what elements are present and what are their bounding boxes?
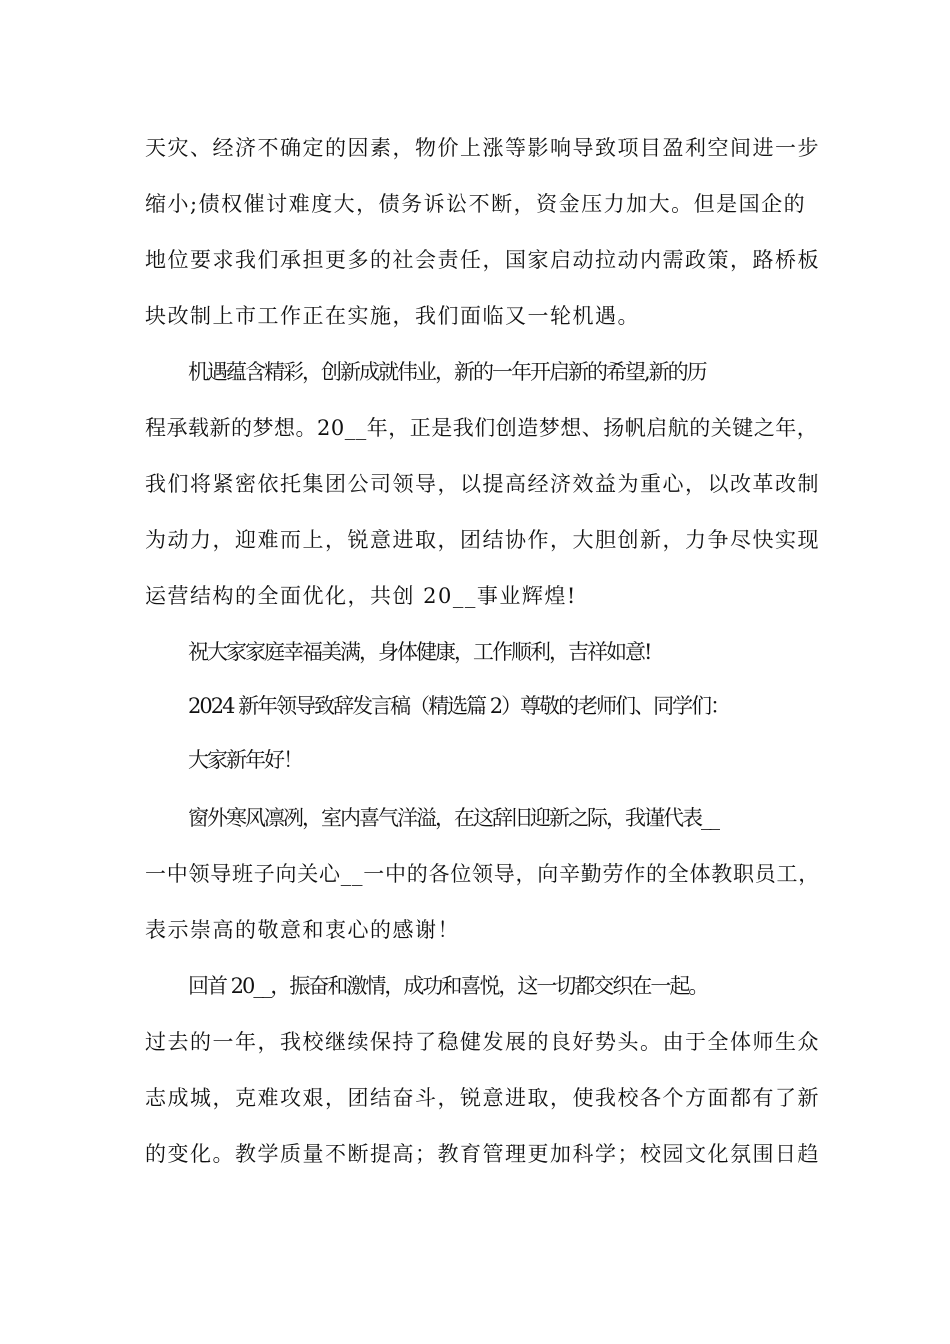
text-line: 窗外寒风凛冽，室内喜气洋溢，在这辞旧迎新之际，我谨代表__ (188, 806, 718, 830)
text-line: 过去的一年，我校继续保持了稳健发展的良好势头。由于全体师生众 (145, 1030, 820, 1054)
text-line: 志成城，克难攻艰，团结奋斗，锐意进取，使我校各个方面都有了新 (145, 1086, 820, 1110)
text-line: 机遇蕴含精彩，创新成就伟业，新的一年开启新的希望,新的历 (188, 360, 706, 384)
text-line: 的变化。教学质量不断提高；教育管理更加科学；校园文化氛围日趋 (145, 1142, 820, 1166)
text-line: 祝大家家庭幸福美满，身体健康，工作顺利，吉祥如意! (188, 640, 651, 664)
text-line: 块改制上市工作正在实施，我们面临又一轮机遇。 (145, 304, 640, 328)
text-line: 2024 新年领导致辞发言稿（精选篇 2）尊敬的老师们、同学们： (188, 694, 730, 718)
text-line: 表示崇高的敬意和衷心的感谢！ (145, 918, 460, 942)
text-line: 为动力，迎难而上，锐意进取，团结协作，大胆创新，力争尽快实现 (145, 528, 820, 552)
text-line: 大家新年好！ (188, 748, 302, 772)
text-line: 地位要求我们承担更多的社会责任，国家启动拉动内需政策，路桥板 (145, 248, 820, 272)
text-line: 回首 20__，振奋和激情，成功和喜悦，这一切都交织在一起。 (188, 974, 708, 998)
text-line: 程承载新的梦想。20__年，正是我们创造梦想、扬帆启航的关键之年， (145, 416, 819, 440)
text-line: 运营结构的全面优化，共创 20__事业辉煌! (145, 584, 577, 608)
text-line: 缩小;债权催讨难度大，债务诉讼不断，资金压力加大。但是国企的 (145, 192, 807, 216)
text-line: 天灾、经济不确定的因素，物价上涨等影响导致项目盈利空间进一步 (145, 136, 820, 160)
text-line: 一中领导班子向关心__一中的各位领导，向辛勤劳作的全体教职员工， (145, 862, 820, 886)
text-line: 我们将紧密依托集团公司领导，以提高经济效益为重心，以改革改制 (145, 472, 820, 496)
